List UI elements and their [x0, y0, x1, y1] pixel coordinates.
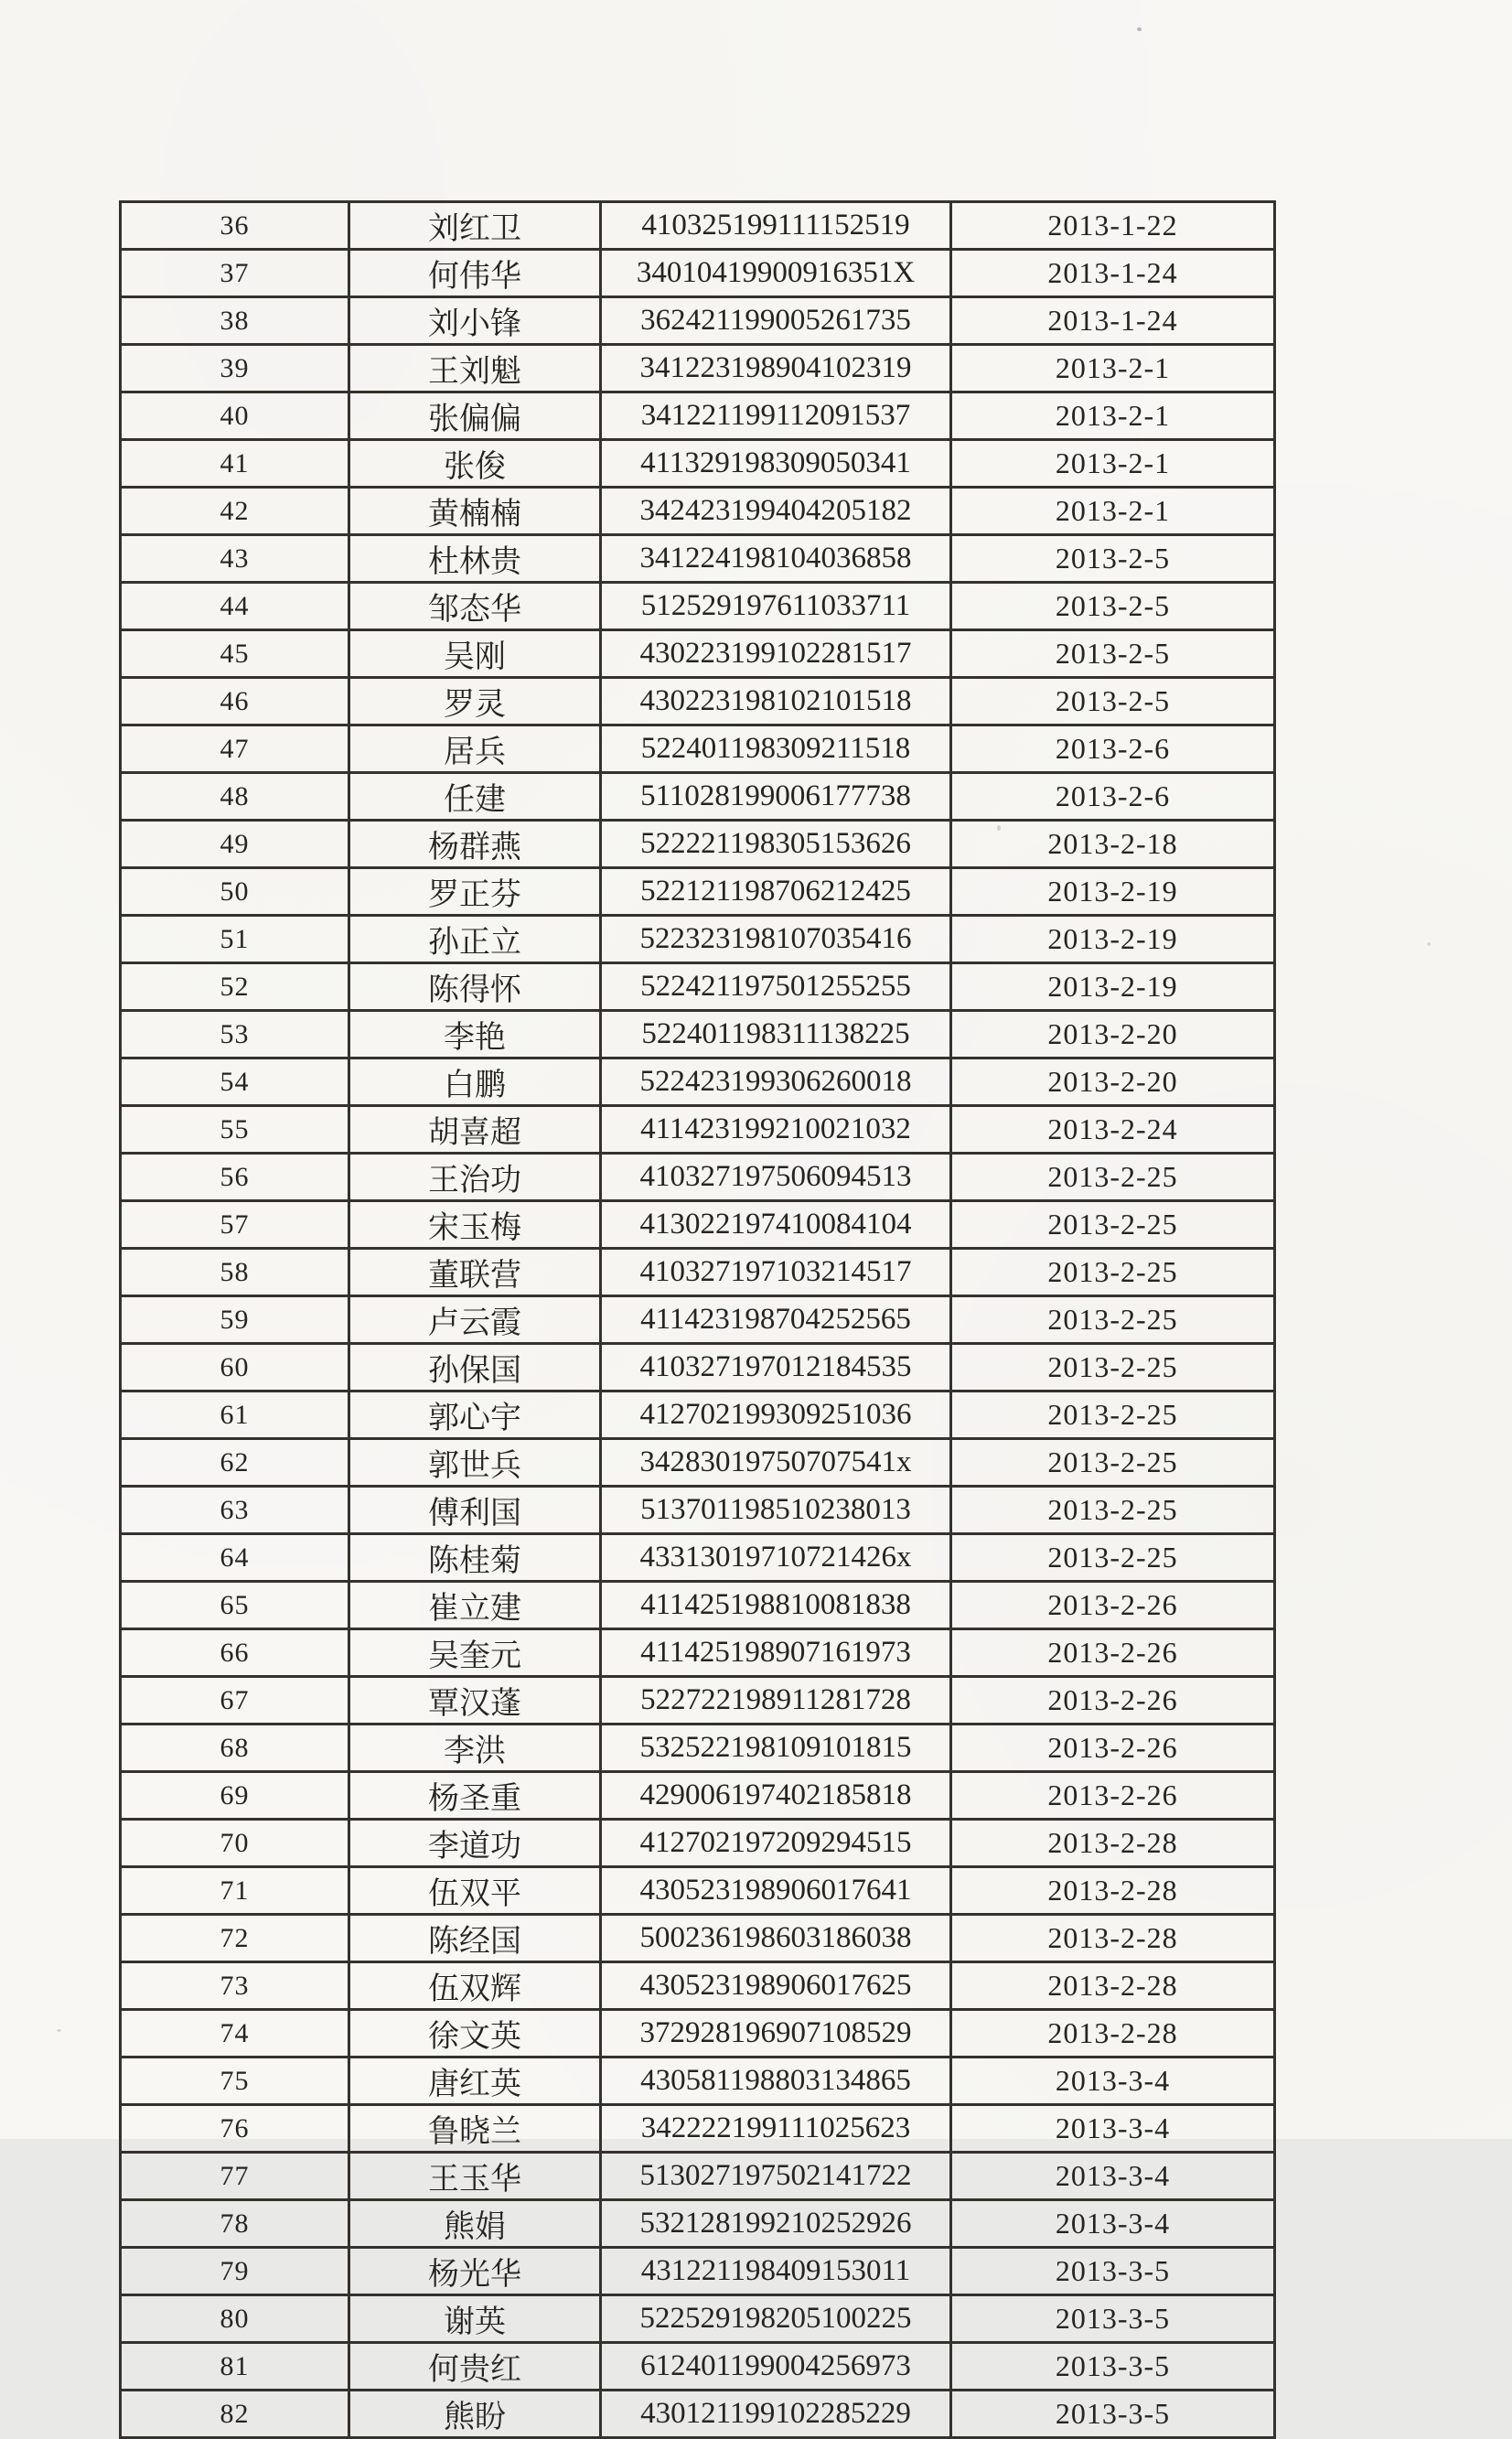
row-number-cell: 71: [121, 1867, 349, 1915]
date-cell: 2013-2-5: [951, 583, 1275, 630]
id-number-cell: 430121199102285229: [601, 2391, 951, 2438]
name-cell: 李艳: [349, 1011, 601, 1058]
name-cell: 何伟华: [349, 250, 601, 297]
table-row: [121, 1915, 1275, 1962]
name-cell: 孙保国: [349, 1344, 601, 1391]
row-number-cell: 44: [121, 583, 349, 630]
date-cell: 2013-2-1: [951, 345, 1275, 392]
row-number-cell: 50: [121, 868, 349, 916]
row-number-cell: 72: [121, 1915, 349, 1962]
row-number-cell: 66: [121, 1629, 349, 1677]
row-number-cell: 57: [121, 1201, 349, 1249]
date-cell: 2013-3-4: [951, 2105, 1275, 2153]
date-cell: 2013-2-19: [951, 963, 1275, 1011]
id-number-cell: 341223198904102319: [601, 345, 951, 392]
date-cell: 2013-2-28: [951, 1962, 1275, 2010]
id-number-cell: 431221198409153011: [601, 2248, 951, 2295]
table-row: [121, 2200, 1275, 2248]
table-row: [121, 1058, 1275, 1106]
scan-artifact: [1136, 27, 1142, 31]
roster-table: [119, 200, 1276, 2439]
row-number-cell: 56: [121, 1154, 349, 1201]
id-number-cell: 522401198309211518: [601, 725, 951, 773]
name-cell: 卢云霞: [349, 1296, 601, 1344]
table-row: [121, 1391, 1275, 1439]
id-number-cell: 411329198309050341: [601, 440, 951, 488]
table-body: [121, 202, 1275, 2438]
name-cell: 谢英: [349, 2295, 601, 2343]
id-number-cell: 342423199404205182: [601, 488, 951, 535]
table-row: [121, 1772, 1275, 1820]
row-number-cell: 49: [121, 821, 349, 868]
table-row: [121, 392, 1275, 440]
row-number-cell: 73: [121, 1962, 349, 2010]
row-number-cell: 82: [121, 2391, 349, 2438]
date-cell: 2013-2-20: [951, 1011, 1275, 1058]
id-number-cell: 413022197410084104: [601, 1201, 951, 1249]
date-cell: 2013-2-5: [951, 630, 1275, 678]
table-row: [121, 916, 1275, 963]
table-row: [121, 583, 1275, 630]
table-row: [121, 1677, 1275, 1724]
date-cell: 2013-2-28: [951, 1820, 1275, 1867]
name-cell: 王治功: [349, 1154, 601, 1201]
id-number-cell: 411423198704252565: [601, 1296, 951, 1344]
row-number-cell: 64: [121, 1534, 349, 1582]
date-cell: 2013-2-28: [951, 2010, 1275, 2058]
date-cell: 2013-2-19: [951, 916, 1275, 963]
id-number-cell: 522529198205100225: [601, 2295, 951, 2343]
table-row: [121, 1201, 1275, 1249]
id-number-cell: 500236198603186038: [601, 1915, 951, 1962]
date-cell: 2013-2-26: [951, 1724, 1275, 1772]
row-number-cell: 48: [121, 773, 349, 821]
table-row: [121, 345, 1275, 392]
name-cell: 傅利国: [349, 1487, 601, 1534]
date-cell: 2013-2-1: [951, 392, 1275, 440]
row-number-cell: 39: [121, 345, 349, 392]
date-cell: 2013-2-25: [951, 1249, 1275, 1296]
table-row: [121, 1344, 1275, 1391]
table-row: [121, 868, 1275, 916]
name-cell: 刘红卫: [349, 202, 601, 250]
table-row: [121, 1962, 1275, 2010]
id-number-cell: 532522198109101815: [601, 1724, 951, 1772]
id-number-cell: 522323198107035416: [601, 916, 951, 963]
table-row: [121, 1296, 1275, 1344]
id-number-cell: 532128199210252926: [601, 2200, 951, 2248]
name-cell: 杨光华: [349, 2248, 601, 2295]
row-number-cell: 41: [121, 440, 349, 488]
id-number-cell: 522421197501255255: [601, 963, 951, 1011]
table-row: [121, 1629, 1275, 1677]
date-cell: 2013-3-4: [951, 2153, 1275, 2200]
name-cell: 王刘魁: [349, 345, 601, 392]
date-cell: 2013-2-1: [951, 488, 1275, 535]
id-number-cell: 612401199004256973: [601, 2343, 951, 2391]
date-cell: 2013-2-25: [951, 1391, 1275, 1439]
row-number-cell: 42: [121, 488, 349, 535]
row-number-cell: 62: [121, 1439, 349, 1487]
table-row: [121, 1487, 1275, 1534]
id-number-cell: 522121198706212425: [601, 868, 951, 916]
date-cell: 2013-2-6: [951, 725, 1275, 773]
id-number-cell: 34010419900916351X: [601, 250, 951, 297]
date-cell: 2013-2-28: [951, 1867, 1275, 1915]
date-cell: 2013-2-20: [951, 1058, 1275, 1106]
row-number-cell: 51: [121, 916, 349, 963]
date-cell: 2013-3-5: [951, 2295, 1275, 2343]
id-number-cell: 522423199306260018: [601, 1058, 951, 1106]
table-row: [121, 1724, 1275, 1772]
date-cell: 2013-3-5: [951, 2343, 1275, 2391]
date-cell: 2013-1-22: [951, 202, 1275, 250]
name-cell: 黄楠楠: [349, 488, 601, 535]
name-cell: 陈经国: [349, 1915, 601, 1962]
row-number-cell: 77: [121, 2153, 349, 2200]
date-cell: 2013-3-4: [951, 2200, 1275, 2248]
date-cell: 2013-2-5: [951, 535, 1275, 583]
id-number-cell: 342222199111025623: [601, 2105, 951, 2153]
date-cell: 2013-2-6: [951, 773, 1275, 821]
row-number-cell: 38: [121, 297, 349, 345]
id-number-cell: 522221198305153626: [601, 821, 951, 868]
id-number-cell: 412702199309251036: [601, 1391, 951, 1439]
id-number-cell: 430523198906017641: [601, 1867, 951, 1915]
table-row: [121, 440, 1275, 488]
id-number-cell: 34283019750707541x: [601, 1439, 951, 1487]
name-cell: 王玉华: [349, 2153, 601, 2200]
id-number-cell: 430223199102281517: [601, 630, 951, 678]
table-row: [121, 2010, 1275, 2058]
row-number-cell: 79: [121, 2248, 349, 2295]
row-number-cell: 67: [121, 1677, 349, 1724]
name-cell: 郭心宇: [349, 1391, 601, 1439]
id-number-cell: 410325199111152519: [601, 202, 951, 250]
row-number-cell: 76: [121, 2105, 349, 2153]
row-number-cell: 63: [121, 1487, 349, 1534]
row-number-cell: 78: [121, 2200, 349, 2248]
row-number-cell: 80: [121, 2295, 349, 2343]
name-cell: 罗灵: [349, 678, 601, 725]
row-number-cell: 40: [121, 392, 349, 440]
row-number-cell: 81: [121, 2343, 349, 2391]
id-number-cell: 410327197012184535: [601, 1344, 951, 1391]
date-cell: 2013-3-5: [951, 2391, 1275, 2438]
name-cell: 邹态华: [349, 583, 601, 630]
table-row: [121, 1249, 1275, 1296]
id-number-cell: 430223198102101518: [601, 678, 951, 725]
table-row: [121, 2343, 1275, 2391]
id-number-cell: 411425198907161973: [601, 1629, 951, 1677]
table-row: [121, 1867, 1275, 1915]
date-cell: 2013-2-25: [951, 1201, 1275, 1249]
date-cell: 2013-2-5: [951, 678, 1275, 725]
name-cell: 杨圣重: [349, 1772, 601, 1820]
id-number-cell: 429006197402185818: [601, 1772, 951, 1820]
row-number-cell: 68: [121, 1724, 349, 1772]
name-cell: 徐文英: [349, 2010, 601, 2058]
table-row: [121, 1820, 1275, 1867]
table-row: [121, 2248, 1275, 2295]
table-row: [121, 773, 1275, 821]
table-row: [121, 1154, 1275, 1201]
row-number-cell: 37: [121, 250, 349, 297]
id-number-cell: 513701198510238013: [601, 1487, 951, 1534]
table-row: [121, 2058, 1275, 2105]
date-cell: 2013-1-24: [951, 297, 1275, 345]
name-cell: 吴刚: [349, 630, 601, 678]
date-cell: 2013-2-25: [951, 1534, 1275, 1582]
row-number-cell: 70: [121, 1820, 349, 1867]
id-number-cell: 411425198810081838: [601, 1582, 951, 1629]
table-row: [121, 963, 1275, 1011]
name-cell: 刘小锋: [349, 297, 601, 345]
scan-artifact: [57, 2029, 61, 2032]
table-row: [121, 535, 1275, 583]
id-number-cell: 372928196907108529: [601, 2010, 951, 2058]
name-cell: 郭世兵: [349, 1439, 601, 1487]
name-cell: 鲁晓兰: [349, 2105, 601, 2153]
name-cell: 陈得怀: [349, 963, 601, 1011]
name-cell: 白鹏: [349, 1058, 601, 1106]
date-cell: 2013-2-18: [951, 821, 1275, 868]
id-number-cell: 43313019710721426x: [601, 1534, 951, 1582]
name-cell: 罗正芬: [349, 868, 601, 916]
row-number-cell: 46: [121, 678, 349, 725]
name-cell: 胡喜超: [349, 1106, 601, 1154]
row-number-cell: 54: [121, 1058, 349, 1106]
row-number-cell: 43: [121, 535, 349, 583]
id-number-cell: 512529197611033711: [601, 583, 951, 630]
table-row: [121, 1439, 1275, 1487]
id-number-cell: 412702197209294515: [601, 1820, 951, 1867]
date-cell: 2013-2-26: [951, 1582, 1275, 1629]
id-number-cell: 522401198311138225: [601, 1011, 951, 1058]
table-row: [121, 1011, 1275, 1058]
table-row: [121, 297, 1275, 345]
date-cell: 2013-2-25: [951, 1154, 1275, 1201]
date-cell: 2013-2-19: [951, 868, 1275, 916]
row-number-cell: 69: [121, 1772, 349, 1820]
name-cell: 居兵: [349, 725, 601, 773]
table-row: [121, 1534, 1275, 1582]
id-number-cell: 511028199006177738: [601, 773, 951, 821]
row-number-cell: 59: [121, 1296, 349, 1344]
name-cell: 崔立建: [349, 1582, 601, 1629]
date-cell: 2013-2-25: [951, 1487, 1275, 1534]
table-row: [121, 2295, 1275, 2343]
table-row: [121, 2105, 1275, 2153]
table-row: [121, 1582, 1275, 1629]
date-cell: 2013-2-26: [951, 1677, 1275, 1724]
id-number-cell: 430581198803134865: [601, 2058, 951, 2105]
id-number-cell: 522722198911281728: [601, 1677, 951, 1724]
date-cell: 2013-2-28: [951, 1915, 1275, 1962]
id-number-cell: 411423199210021032: [601, 1106, 951, 1154]
name-cell: 何贵红: [349, 2343, 601, 2391]
table-row: [121, 821, 1275, 868]
date-cell: 2013-2-26: [951, 1629, 1275, 1677]
name-cell: 杜林贵: [349, 535, 601, 583]
name-cell: 陈桂菊: [349, 1534, 601, 1582]
id-number-cell: 341221199112091537: [601, 392, 951, 440]
date-cell: 2013-3-4: [951, 2058, 1275, 2105]
name-cell: 董联营: [349, 1249, 601, 1296]
table-row: [121, 488, 1275, 535]
row-number-cell: 75: [121, 2058, 349, 2105]
name-cell: 熊盼: [349, 2391, 601, 2438]
table-row: [121, 202, 1275, 250]
row-number-cell: 60: [121, 1344, 349, 1391]
name-cell: 张俊: [349, 440, 601, 488]
date-cell: 2013-2-25: [951, 1344, 1275, 1391]
name-cell: 吴奎元: [349, 1629, 601, 1677]
table-row: [121, 1106, 1275, 1154]
name-cell: 张偏偏: [349, 392, 601, 440]
row-number-cell: 58: [121, 1249, 349, 1296]
name-cell: 宋玉梅: [349, 1201, 601, 1249]
id-number-cell: 410327197103214517: [601, 1249, 951, 1296]
row-number-cell: 61: [121, 1391, 349, 1439]
date-cell: 2013-2-26: [951, 1772, 1275, 1820]
row-number-cell: 47: [121, 725, 349, 773]
id-number-cell: 513027197502141722: [601, 2153, 951, 2200]
id-number-cell: 430523198906017625: [601, 1962, 951, 2010]
date-cell: 2013-2-24: [951, 1106, 1275, 1154]
table-row: [121, 2391, 1275, 2438]
date-cell: 2013-3-5: [951, 2248, 1275, 2295]
name-cell: 覃汉蓬: [349, 1677, 601, 1724]
row-number-cell: 74: [121, 2010, 349, 2058]
table-row: [121, 630, 1275, 678]
date-cell: 2013-2-25: [951, 1439, 1275, 1487]
name-cell: 伍双辉: [349, 1962, 601, 2010]
name-cell: 孙正立: [349, 916, 601, 963]
date-cell: 2013-1-24: [951, 250, 1275, 297]
name-cell: 唐红英: [349, 2058, 601, 2105]
name-cell: 李道功: [349, 1820, 601, 1867]
table-row: [121, 678, 1275, 725]
scan-artifact: [1427, 942, 1431, 946]
date-cell: 2013-2-25: [951, 1296, 1275, 1344]
table-row: [121, 250, 1275, 297]
name-cell: 任建: [349, 773, 601, 821]
table-row: [121, 725, 1275, 773]
row-number-cell: 36: [121, 202, 349, 250]
date-cell: 2013-2-1: [951, 440, 1275, 488]
row-number-cell: 65: [121, 1582, 349, 1629]
id-number-cell: 410327197506094513: [601, 1154, 951, 1201]
name-cell: 杨群燕: [349, 821, 601, 868]
name-cell: 伍双平: [349, 1867, 601, 1915]
row-number-cell: 45: [121, 630, 349, 678]
row-number-cell: 53: [121, 1011, 349, 1058]
row-number-cell: 52: [121, 963, 349, 1011]
id-number-cell: 341224198104036858: [601, 535, 951, 583]
name-cell: 熊娟: [349, 2200, 601, 2248]
table-row: [121, 2153, 1275, 2200]
name-cell: 李洪: [349, 1724, 601, 1772]
row-number-cell: 55: [121, 1106, 349, 1154]
id-number-cell: 362421199005261735: [601, 297, 951, 345]
